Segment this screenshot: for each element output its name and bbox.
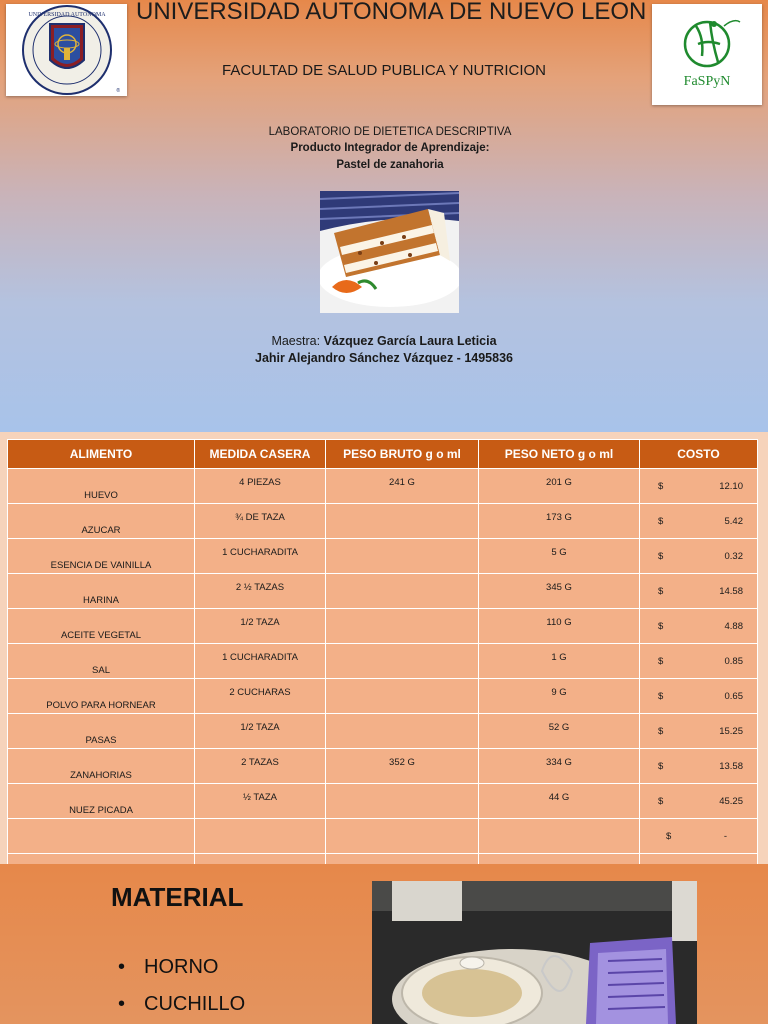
table-row [8, 539, 758, 574]
cost-value: 0.32 [724, 550, 743, 562]
cell-peso-neto: 9 G [479, 679, 640, 714]
cell-costo [640, 469, 758, 504]
cell-costo [640, 644, 758, 679]
cell-peso-neto: 5 G [479, 539, 640, 574]
header-medida-casera: MEDIDA CASERA [195, 440, 326, 469]
product-label: Producto Integrador de Aprendizaje: [290, 142, 490, 154]
cell-peso-neto: 44 G [479, 784, 640, 819]
teacher-name: Vázquez García Laura Leticia [323, 334, 497, 348]
cell-medida-casera: 2 CUCHARAS [195, 679, 326, 714]
cell-costo [640, 749, 758, 784]
currency-symbol: $ [658, 480, 664, 492]
header-alimento: ALIMENTO [8, 440, 195, 469]
cell-alimento [8, 819, 195, 854]
currency-symbol: $ [658, 795, 664, 807]
cell-peso-bruto [326, 644, 479, 679]
cell-peso-neto: 345 G [479, 574, 640, 609]
cell-peso-neto: 334 G [479, 749, 640, 784]
cell-alimento: AZUCAR [8, 504, 195, 539]
carrot-cake-photo [320, 191, 459, 313]
cell-alimento: POLVO PARA HORNEAR [8, 679, 195, 714]
cell-peso-bruto [326, 819, 479, 854]
table-row [8, 784, 758, 819]
cell-peso-bruto [326, 784, 479, 819]
cost-value: 14.58 [719, 585, 743, 597]
cell-costo [640, 784, 758, 819]
cell-medida-casera: 2 TAZAS [195, 749, 326, 784]
cell-peso-neto: 201 G [479, 469, 640, 504]
material-item: HORNO [144, 956, 219, 978]
university-title: UNIVERSIDAD AUTONOMA DE NUEVO LEON [136, 0, 647, 25]
title-slide [0, 0, 768, 432]
table-row [8, 609, 758, 644]
cost-value: - [723, 830, 727, 842]
cost-table-slide [0, 432, 768, 864]
cell-medida-casera: ½ TAZA [195, 784, 326, 819]
currency-symbol: $ [666, 830, 672, 842]
currency-symbol: $ [658, 550, 664, 562]
teacher-label: Maestra: [271, 334, 321, 348]
bullet-icon: • [118, 993, 126, 1015]
cell-peso-bruto [326, 714, 479, 749]
svg-text:®: ® [116, 88, 120, 94]
currency-symbol: $ [658, 725, 664, 737]
cell-peso-bruto [326, 539, 479, 574]
cost-value: 12.10 [719, 480, 743, 492]
list-item [118, 993, 245, 1030]
table-row [8, 644, 758, 679]
cost-value: 4.88 [724, 620, 743, 632]
cell-peso-neto: 173 G [479, 504, 640, 539]
cell-alimento: NUEZ PICADA [8, 784, 195, 819]
cell-alimento: ZANAHORIAS [8, 749, 195, 784]
table-header-row [8, 440, 758, 469]
cell-alimento: SAL [8, 644, 195, 679]
cell-medida-casera: 1/2 TAZA [195, 714, 326, 749]
cost-value: 45.25 [719, 795, 743, 807]
cell-peso-bruto: 241 G [326, 469, 479, 504]
cell-costo [640, 539, 758, 574]
cell-costo [640, 714, 758, 749]
table-row [8, 819, 758, 854]
cell-peso-neto: 52 G [479, 714, 640, 749]
cell-medida-casera: 2 ½ TAZAS [195, 574, 326, 609]
cost-value: 5.42 [724, 515, 743, 527]
cell-medida-casera: 4 PIEZAS [195, 469, 326, 504]
cell-alimento: PASAS [8, 714, 195, 749]
table-row [8, 749, 758, 784]
cell-peso-bruto [326, 574, 479, 609]
table-row [8, 469, 758, 504]
cell-costo [640, 679, 758, 714]
table-row [8, 504, 758, 539]
faspyn-logo-text: FaSPyN [683, 74, 731, 89]
dish-name: Pastel de zanahoria [336, 159, 444, 171]
cell-peso-bruto: 352 G [326, 749, 479, 784]
header-peso-neto: PESO NETO g o ml [479, 440, 640, 469]
teacher-line [0, 334, 768, 348]
cost-value: 13.58 [719, 760, 743, 772]
table-row [8, 574, 758, 609]
cost-value: 0.85 [724, 655, 743, 667]
material-item: CUCHILLO [144, 993, 246, 1015]
faspyn-logo [652, 4, 762, 105]
cell-costo [640, 609, 758, 644]
table-row [8, 679, 758, 714]
currency-symbol: $ [658, 760, 664, 772]
cell-costo [640, 574, 758, 609]
cell-peso-bruto [326, 504, 479, 539]
cell-peso-bruto [326, 609, 479, 644]
currency-symbol: $ [658, 655, 664, 667]
material-title: MATERIAL [111, 882, 244, 912]
cost-value: 0.65 [724, 690, 743, 702]
cell-medida-casera [195, 819, 326, 854]
table-row [8, 714, 758, 749]
cell-peso-neto [479, 819, 640, 854]
list-item [118, 956, 245, 993]
currency-symbol: $ [658, 620, 664, 632]
cell-medida-casera: ¾ DE TAZA [195, 504, 326, 539]
cell-medida-casera: 1 CUCHARADITA [195, 644, 326, 679]
bullet-icon: • [118, 956, 126, 978]
kitchen-tools-photo [372, 881, 697, 1024]
cell-peso-bruto [326, 679, 479, 714]
header-peso-bruto: PESO BRUTO g o ml [326, 440, 479, 469]
cell-peso-neto: 110 G [479, 609, 640, 644]
uanl-logo [6, 4, 127, 96]
cell-costo [640, 504, 758, 539]
material-slide [0, 864, 768, 1024]
material-list [118, 956, 245, 1030]
cell-alimento: ESENCIA DE VAINILLA [8, 539, 195, 574]
cell-medida-casera: 1 CUCHARADITA [195, 539, 326, 574]
cell-alimento: HARINA [8, 574, 195, 609]
cell-medida-casera: 1/2 TAZA [195, 609, 326, 644]
currency-symbol: $ [658, 690, 664, 702]
cell-alimento: HUEVO [8, 469, 195, 504]
faculty-name: FACULTAD DE SALUD PUBLICA Y NUTRICION [222, 62, 546, 79]
cell-peso-neto: 1 G [479, 644, 640, 679]
header-costo: COSTO [640, 440, 758, 469]
student-name: Jahir Alejandro Sánchez Vázquez - 1495836 [255, 351, 513, 365]
currency-symbol: $ [658, 515, 664, 527]
cell-costo [640, 819, 758, 854]
svg-text:UNIVERSIDAD AUTONOMA: UNIVERSIDAD AUTONOMA [28, 12, 106, 18]
currency-symbol: $ [658, 585, 664, 597]
cost-value: 15.25 [719, 725, 743, 737]
lab-name: LABORATORIO DE DIETETICA DESCRIPTIVA [268, 126, 512, 138]
cell-alimento: ACEITE VEGETAL [8, 609, 195, 644]
